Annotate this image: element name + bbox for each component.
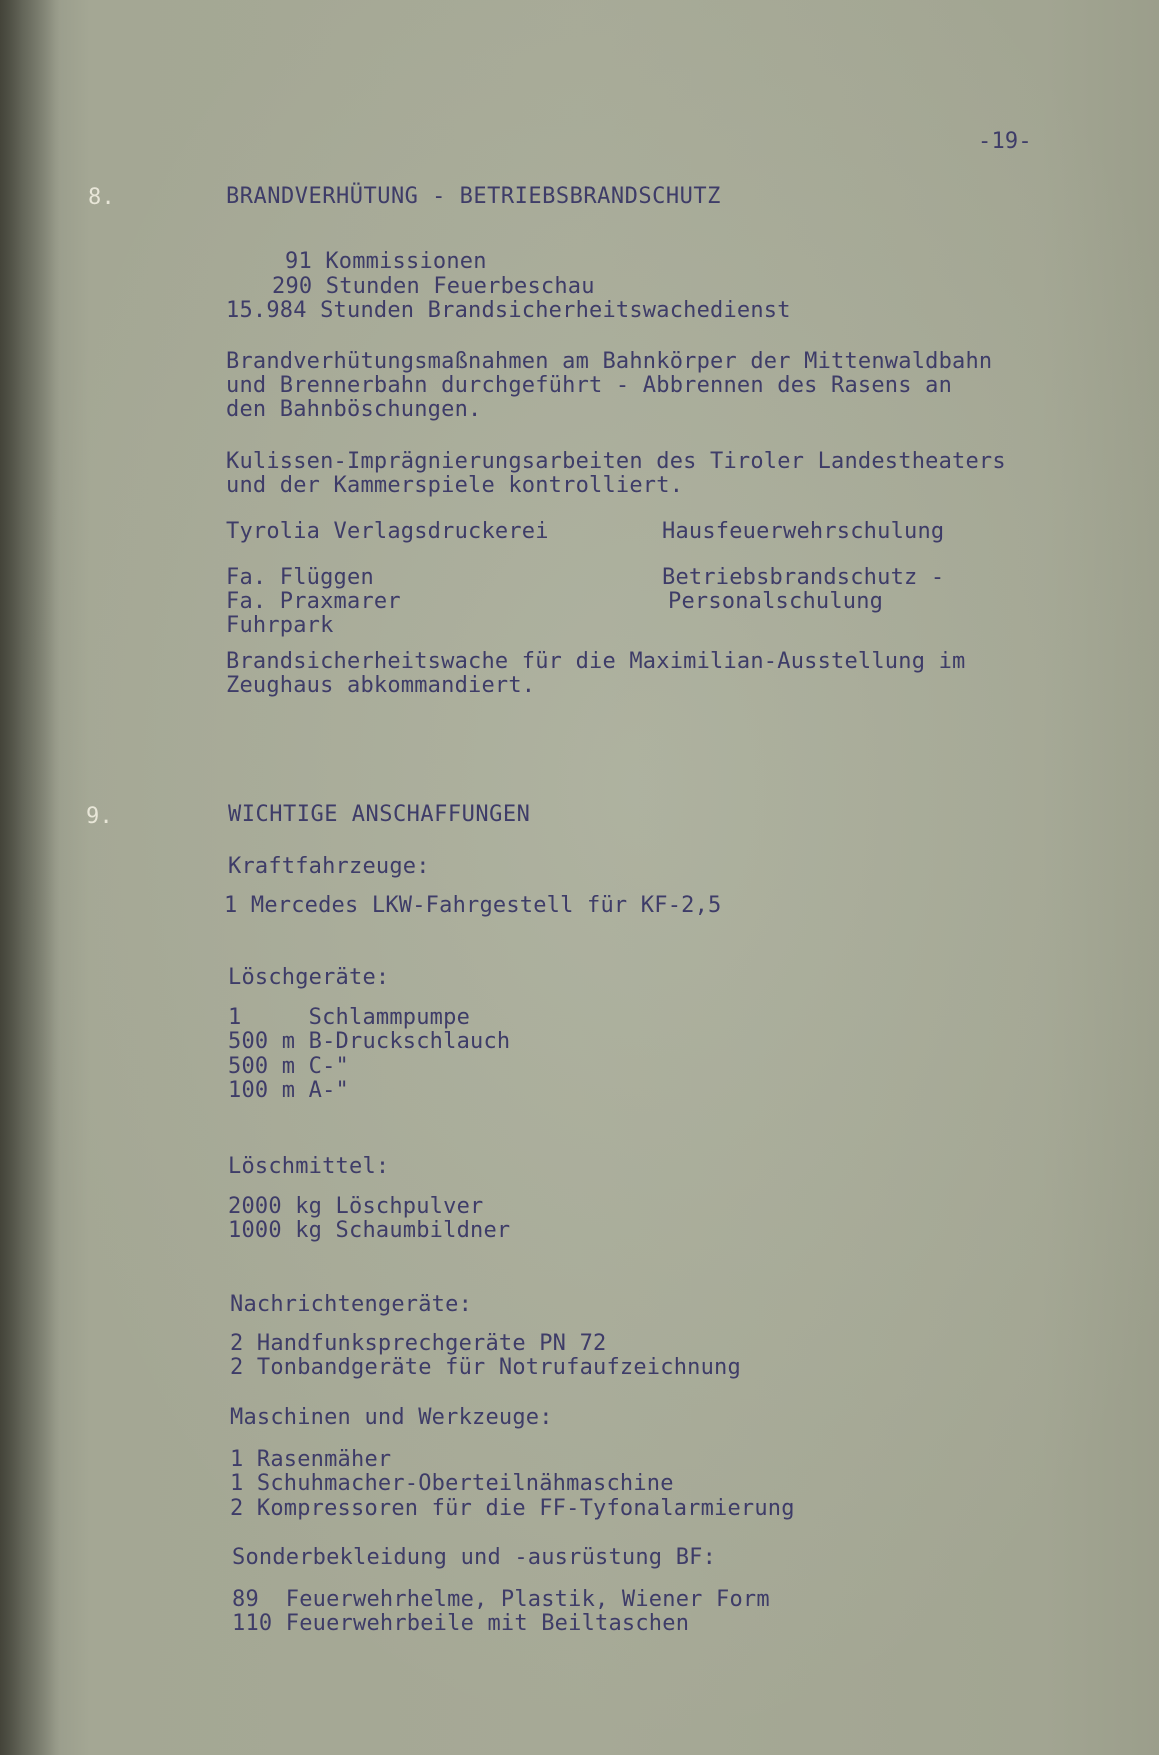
- purchase-item: 2 Handfunksprechgeräte PN 72: [230, 1331, 607, 1356]
- purchase-item: 500 m C-": [228, 1054, 350, 1079]
- paragraph-line: Brandsicherheitswache für die Maximilian-Ausstellung im: [226, 649, 966, 674]
- purchase-item: 2000 kg Löschpulver: [228, 1194, 484, 1219]
- purchase-item: 1 Mercedes LKW-Fahrgestell für KF-2,5: [224, 893, 722, 918]
- purchase-item: 1 Schuhmacher-Oberteilnähmaschine: [230, 1471, 674, 1496]
- purchase-item: 110 Feuerwehrbeile mit Beiltaschen: [232, 1611, 690, 1636]
- category-label: Löschgeräte:: [228, 965, 390, 990]
- category-label: Maschinen und Werkzeuge:: [230, 1405, 553, 1430]
- category-label: Nachrichtengeräte:: [230, 1292, 473, 1317]
- paragraph-line: Brandverhütungsmaßnahmen am Bahnkörper der Mittenwaldbahn: [226, 349, 993, 374]
- purchase-item: 1000 kg Schaumbildner: [228, 1218, 511, 1243]
- purchase-item: 100 m A-": [228, 1078, 350, 1103]
- section-8-heading: BRANDVERHÜTUNG - BETRIEBSBRANDSCHUTZ: [226, 184, 721, 209]
- training-item: Betriebsbrandschutz -: [662, 565, 945, 590]
- stat-line: 290 Stunden Feuerbeschau: [272, 274, 595, 299]
- purchase-item: 89 Feuerwehrhelme, Plastik, Wiener Form: [232, 1587, 770, 1612]
- paragraph-line: Kulissen-Imprägnierungsarbeiten des Tiroler Landestheaters: [226, 449, 1006, 474]
- paragraph-line: und Brennerbahn durchgeführt - Abbrennen des Rasens an: [226, 373, 953, 398]
- purchase-item: 500 m B-Druckschlauch: [228, 1029, 511, 1054]
- company-item: Tyrolia Verlagsdruckerei: [226, 519, 549, 544]
- company-item: Fuhrpark: [226, 613, 334, 638]
- section-9-heading: WICHTIGE ANSCHAFFUNGEN: [228, 802, 531, 827]
- category-label: Sonderbekleidung und -ausrüstung BF:: [232, 1545, 717, 1570]
- paragraph-line: den Bahnböschungen.: [226, 397, 482, 422]
- training-item: Personalschulung: [668, 589, 884, 614]
- purchase-item: 2 Kompressoren für die FF-Tyfonalarmierung: [230, 1496, 795, 1521]
- page-number: -19-: [978, 129, 1032, 154]
- training-item: Hausfeuerwehrschulung: [662, 519, 945, 544]
- purchase-item: 1 Schlammpumpe: [228, 1005, 471, 1030]
- company-item: Fa. Flüggen: [226, 565, 374, 590]
- paragraph-line: und der Kammerspiele kontrolliert.: [226, 473, 684, 498]
- purchase-item: 2 Tonbandgeräte für Notrufaufzeichnung: [230, 1355, 741, 1380]
- paragraph-line: Zeughaus abkommandiert.: [226, 673, 536, 698]
- stat-line: 15.984 Stunden Brandsicherheitswachedienst: [226, 298, 791, 323]
- section-9-number: 9.: [86, 804, 113, 829]
- stat-line: 91 Kommissionen: [285, 249, 487, 274]
- category-label: Löschmittel:: [228, 1154, 390, 1179]
- company-item: Fa. Praxmarer: [226, 589, 401, 614]
- section-8-number: 8.: [88, 185, 115, 210]
- category-label: Kraftfahrzeuge:: [228, 854, 430, 879]
- purchase-item: 1 Rasenmäher: [230, 1447, 392, 1472]
